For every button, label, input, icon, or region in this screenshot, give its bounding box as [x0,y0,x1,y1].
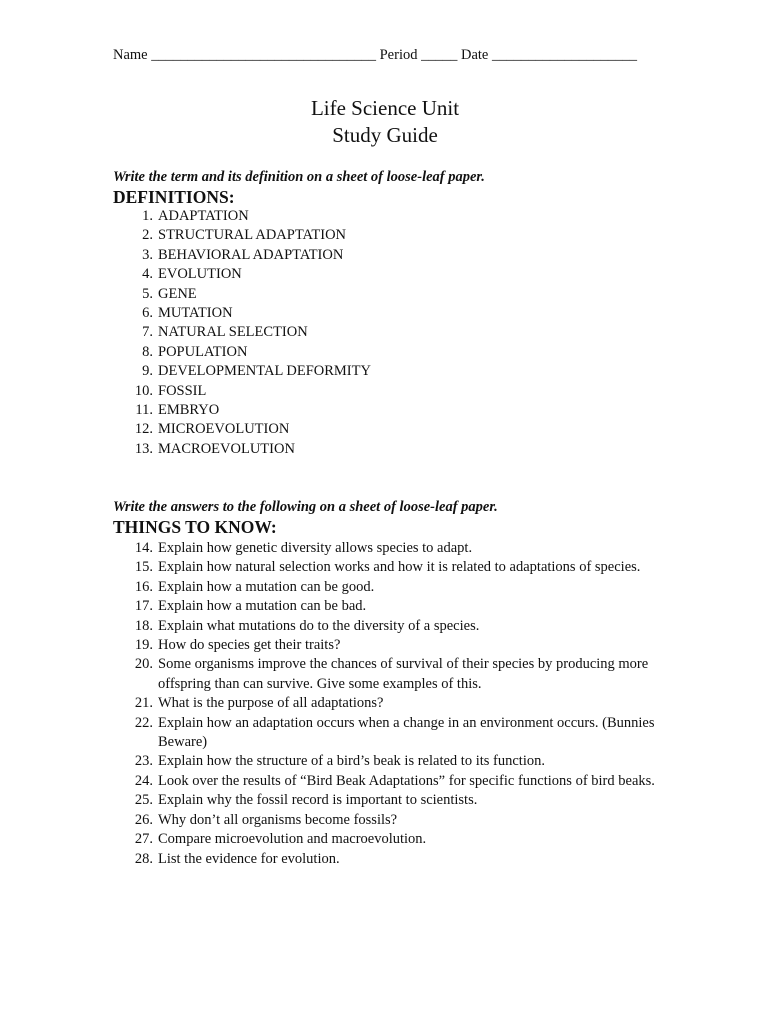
item-number: 22. [134,714,153,731]
list-item [113,440,678,459]
item-number: 18. [134,617,153,634]
item-number: 28. [134,850,153,867]
item-text: Look over the results of “Bird Beak Adaptations” for specific functions of bird beaks. [158,772,655,789]
list-item [113,830,678,849]
list-item [113,539,678,558]
item-text: POPULATION [158,343,248,360]
item-text: MUTATION [158,305,233,322]
item-number: 11. [135,402,153,419]
item-number: 16. [134,578,153,595]
item-number: 7. [142,324,153,341]
list-item [113,265,678,284]
item-number: 10. [134,382,153,399]
item-text: Explain how a mutation can be good. [158,578,375,595]
list-item [113,343,678,362]
item-number: 19. [134,637,153,654]
item-number: 2. [142,227,153,244]
item-text: Explain how an adaptation occurs when a change in an environment occurs. (Bunnies Beware) [158,714,655,751]
item-text: Explain how genetic diversity allows species to adapt. [158,540,473,556]
things-to-know-instruction: Write the answers to the following on a sheet of loose-leaf paper. [113,499,498,515]
item-number: 14. [134,540,153,556]
list-item [113,420,678,439]
list-item [113,285,678,304]
item-text: BEHAVIORAL ADAPTATION [158,246,344,263]
list-item [113,694,678,713]
item-number: 4. [142,266,153,283]
list-item [113,850,678,869]
definitions-heading: DEFINITIONS: [113,187,235,207]
item-text: Compare microevolution and macroevolution. [158,831,427,848]
things-to-know-list [113,539,678,869]
item-text: Explain how natural selection works and how it is related to adaptations of species. [158,559,641,576]
item-text: MACROEVOLUTION [158,440,295,457]
item-text: FOSSIL [158,382,207,399]
item-number: 13. [134,440,153,457]
things-to-know-heading: THINGS TO KNOW: [113,517,277,537]
list-item [113,323,678,342]
item-text: What is the purpose of all adaptations? [158,695,384,712]
list-item [113,362,678,381]
item-text: Explain why the fossil record is important to scientists. [158,792,478,809]
list-item [113,401,678,420]
page-title: Life Science Unit [310,96,460,120]
item-text: NATURAL SELECTION [158,324,308,341]
list-item [113,714,678,753]
list-item [113,811,678,830]
list-item [113,558,678,577]
list-item [113,246,678,265]
list-item [113,382,678,401]
item-number: 20. [134,656,153,673]
item-number: 27. [134,831,153,848]
item-number: 8. [142,343,153,360]
definitions-instruction: Write the term and its definition on a sheet of loose-leaf paper. [113,169,485,185]
item-text: EMBRYO [158,402,220,419]
list-item [113,636,678,655]
list-item [113,207,678,226]
item-text: Some organisms improve the chances of survival of their species by producing more offspring than can survive. Give some examples of this. [158,656,649,692]
item-number: 6. [142,305,153,322]
item-number: 9. [142,363,153,380]
item-number: 5. [142,285,153,302]
item-text: MICROEVOLUTION [158,421,290,438]
list-item [113,752,678,771]
item-text: Explain how a mutation can be bad. [158,598,367,615]
name-period-date-line: Name _______________________________ Period _____ Date ____________________ [113,47,637,63]
item-text: Explain what mutations do to the diversity of a species. [158,617,480,634]
item-number: 3. [142,246,153,263]
item-text: EVOLUTION [158,266,242,283]
item-text: GENE [158,285,197,302]
item-text: Why don’t all organisms become fossils? [158,811,398,828]
item-number: 17. [134,598,153,615]
item-number: 1. [142,208,153,224]
list-item [113,226,678,245]
page-subtitle: Study Guide [332,123,438,147]
item-text: DEVELOPMENTAL DEFORMITY [158,363,371,380]
item-number: 26. [134,811,153,828]
item-number: 23. [134,753,153,770]
item-number: 24. [134,772,153,789]
item-text: ADAPTATION [158,208,249,224]
list-item [113,578,678,597]
definitions-list [113,207,678,459]
item-number: 25. [134,792,153,809]
list-item [113,772,678,791]
item-number: 12. [134,421,153,438]
item-number: 21. [134,695,153,712]
list-item [113,597,678,616]
item-text: List the evidence for evolution. [158,850,340,867]
list-item [113,617,678,636]
item-text: How do species get their traits? [158,637,341,654]
list-item [113,655,678,694]
item-text: Explain how the structure of a bird’s beak is related to its function. [158,753,545,770]
item-number: 15. [134,559,153,576]
list-item [113,304,678,323]
list-item [113,791,678,810]
item-text: STRUCTURAL ADAPTATION [158,227,347,244]
